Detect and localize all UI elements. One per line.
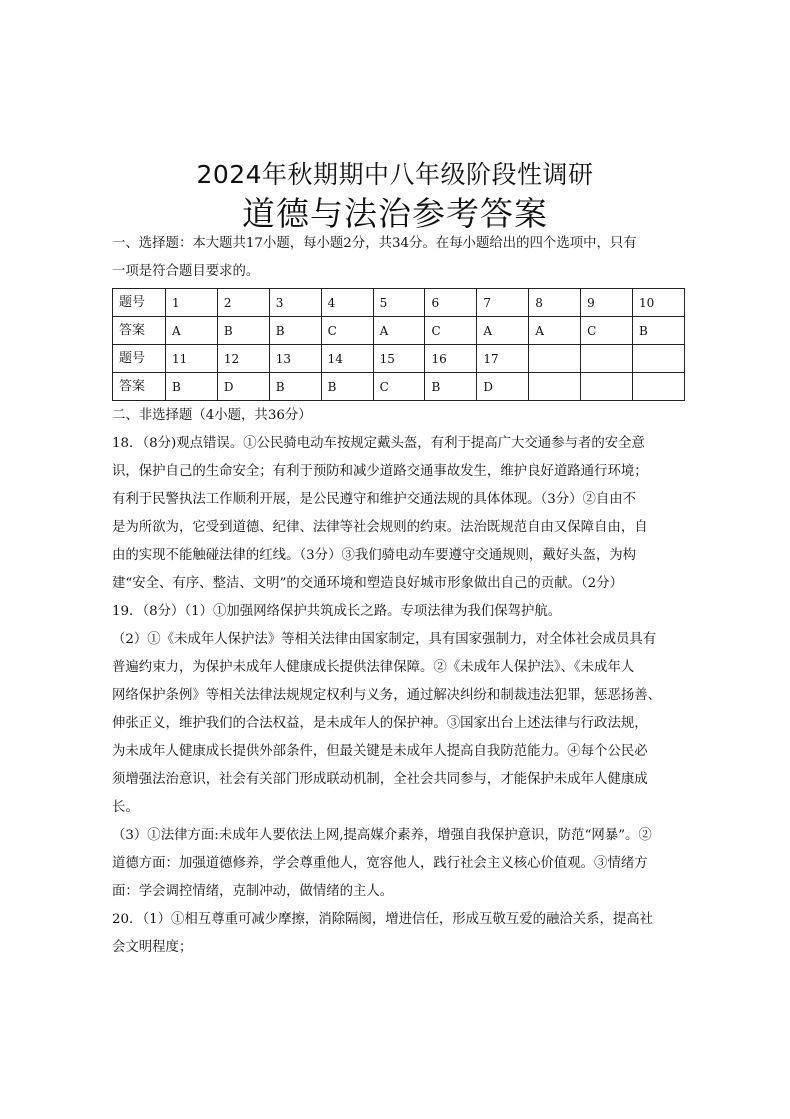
q18-line: 18．（8分)观点错误。①公民骑电动车按规定戴头盔，有利于提高广大交通参与者的安全意 bbox=[112, 436, 645, 451]
table-row bbox=[113, 345, 685, 373]
table-cell: 题号 bbox=[113, 345, 166, 373]
table-cell: 4 bbox=[321, 289, 373, 317]
q18-line: 建“安全、有序、整洁、文明”的交通环境和塑造良好城市形象做出自己的贡献。（2分） bbox=[112, 576, 623, 591]
table-cell: 7 bbox=[477, 289, 529, 317]
section1-heading: 一、选择题：本大题共17小题，每小题2分，共34分。在每小题给出的四个选项中，只有 bbox=[112, 236, 637, 251]
table-row bbox=[113, 373, 685, 401]
q19-line: （2）①《未成年人保护法》等相关法律由国家制定，具有国家强制力，对全体社会成员具有 bbox=[112, 632, 657, 647]
table-cell: A bbox=[166, 317, 218, 345]
table-cell: C bbox=[425, 317, 477, 345]
q19-line: 道德方面：加强道德修养，学会尊重他人，宽容他人，践行社会主义核心价值观。③情绪方 bbox=[112, 856, 648, 871]
table-cell: 8 bbox=[529, 289, 581, 317]
table-cell: 11 bbox=[166, 345, 218, 373]
table-cell: 题号 bbox=[113, 289, 166, 317]
table-cell: B bbox=[166, 373, 218, 401]
table-cell bbox=[581, 373, 633, 401]
section1-heading-cont: 一项是符合题目要求的。 bbox=[112, 264, 260, 279]
table-cell bbox=[529, 345, 581, 373]
table-cell: A bbox=[529, 317, 581, 345]
table-cell: B bbox=[633, 317, 685, 345]
table-cell: 答案 bbox=[113, 373, 166, 401]
document-title: 2024年秋期期中八年级阶段性调研 bbox=[196, 160, 594, 189]
q19-line: 伸张正义，维护我们的合法权益，是未成年人的保护神。③国家出台上述法律与行政法规， bbox=[112, 716, 648, 731]
table-cell: 16 bbox=[425, 345, 477, 373]
table-cell: 12 bbox=[217, 345, 269, 373]
table-cell: B bbox=[217, 317, 269, 345]
table-cell: 3 bbox=[269, 289, 321, 317]
table-cell: B bbox=[269, 317, 321, 345]
q20-line: 会文明程度； bbox=[112, 940, 193, 955]
q19-line: 面：学会调控情绪，克制冲动，做情绪的主人。 bbox=[112, 884, 394, 899]
q19-line: （3）①法律方面:未成年人要依法上网,提高媒介素养，增强自我保护意识，防范“网暴”。② bbox=[112, 828, 652, 843]
q19-line: 须增强法治意识，社会有关部门形成联动机制，全社会共同参与，才能保护未成年人健康成 bbox=[112, 772, 648, 787]
table-cell: 1 bbox=[166, 289, 218, 317]
table-cell: B bbox=[269, 373, 321, 401]
table-cell bbox=[633, 373, 685, 401]
table-cell: A bbox=[373, 317, 425, 345]
table-cell bbox=[581, 345, 633, 373]
table-cell bbox=[529, 373, 581, 401]
q18-line: 由的实现不能触碰法律的红线。（3分）③我们骑电动车要遵守交通规则，戴好头盔，为构 bbox=[112, 548, 637, 563]
table-cell: 6 bbox=[425, 289, 477, 317]
table-row bbox=[113, 289, 685, 317]
table-cell: 答案 bbox=[113, 317, 166, 345]
table-cell: 10 bbox=[633, 289, 685, 317]
table-cell: 13 bbox=[269, 345, 321, 373]
table-cell: 5 bbox=[373, 289, 425, 317]
table-cell: A bbox=[477, 317, 529, 345]
table-row bbox=[113, 317, 685, 345]
q18-line: 是为所欲为，它受到道德、纪律、法律等社会规则的约束。法治既规范自由又保障自由，自 bbox=[112, 520, 648, 535]
table-cell: 15 bbox=[373, 345, 425, 373]
section2-heading: 二、非选择题（4小题，共36分） bbox=[112, 408, 312, 423]
q20-line: 20．（1）①相互尊重可减少摩擦，消除隔阂，增进信任，形成互敬互爱的融洽关系，提高社 bbox=[112, 912, 654, 927]
q19-line: 19．（8分）（1）①加强网络保护共筑成长之路。专项法律为我们保驾护航。 bbox=[112, 604, 562, 619]
table-cell: B bbox=[321, 373, 373, 401]
table-cell bbox=[633, 345, 685, 373]
table-cell: C bbox=[321, 317, 373, 345]
table-cell: D bbox=[217, 373, 269, 401]
answer-table bbox=[112, 288, 685, 401]
table-cell: 14 bbox=[321, 345, 373, 373]
table-cell: B bbox=[425, 373, 477, 401]
q18-line: 有利于民警执法工作顺利开展，是公民遵守和维护交通法规的具体体现。（3分）②自由不 bbox=[112, 492, 637, 507]
table-cell: 17 bbox=[477, 345, 529, 373]
table-cell: D bbox=[477, 373, 529, 401]
table-cell: 9 bbox=[581, 289, 633, 317]
table-cell: 2 bbox=[217, 289, 269, 317]
q19-line: 为未成年人健康成长提供外部条件，但最关键是未成年人提高自我防范能力。④每个公民必 bbox=[112, 744, 648, 759]
q18-line: 识，保护自己的生命安全；有利于预防和减少道路交通事故发生，维护良好道路通行环境； bbox=[112, 464, 648, 479]
document-subtitle: 道德与法治参考答案 bbox=[242, 194, 548, 233]
document-body bbox=[112, 230, 687, 962]
table-cell: C bbox=[581, 317, 633, 345]
q19-line: 网络保护条例》等相关法律法规规定权利与义务，通过解决纠纷和制裁违法犯罪，惩恶扬善、 bbox=[112, 688, 662, 703]
table-cell: C bbox=[373, 373, 425, 401]
q19-line: 普遍约束力，为保护未成年人健康成长提供法律保障。②《未成年人保护法》、《未成年人 bbox=[112, 660, 635, 675]
q19-line: 长。 bbox=[112, 800, 139, 815]
